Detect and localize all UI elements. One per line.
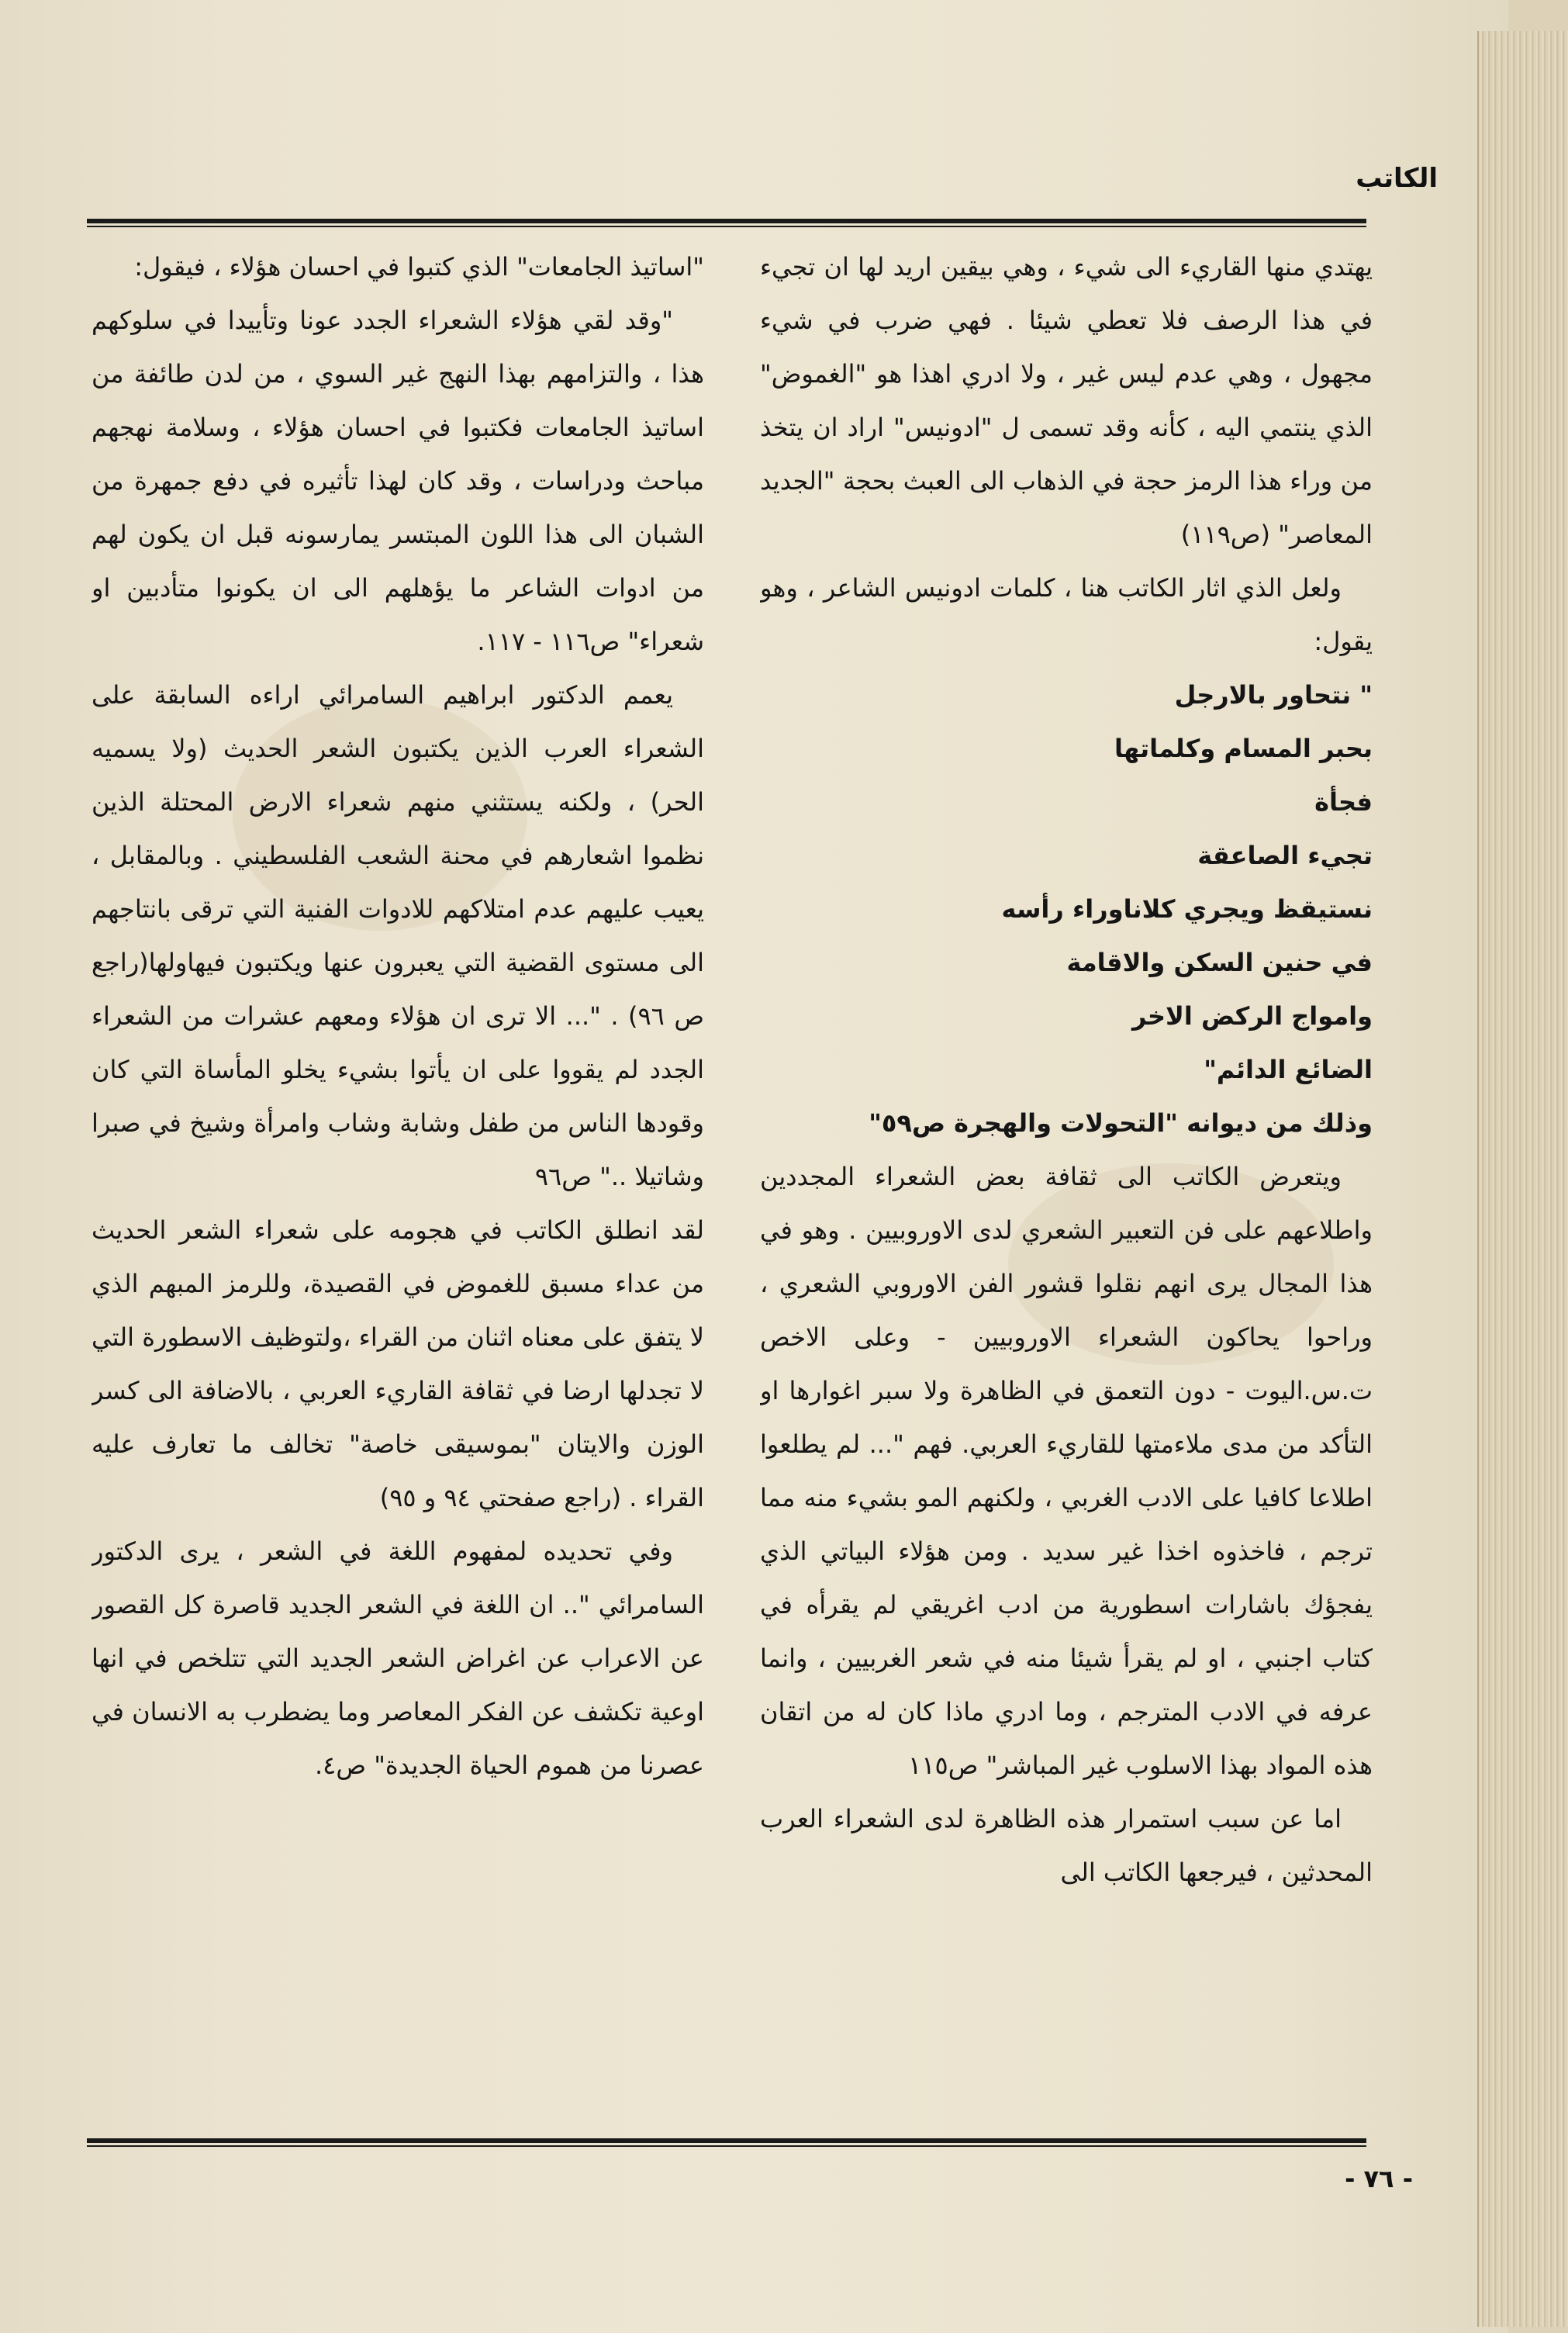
right-column	[760, 240, 1373, 2133]
paragraph: اما عن سبب استمرار هذه الظاهرة لدى الشعراء العرب المحدثين ، فيرجعها الكاتب الى	[760, 1804, 1373, 1887]
poem-line: في حنين السكن والاقامة	[1066, 948, 1373, 977]
running-header: الكاتب	[1356, 163, 1438, 194]
paragraph: ويتعرض الكاتب الى ثقافة بعض الشعراء المجددين واطلاعهم على فن التعبير الشعري لدى الاوروبيين . وهو في هذا المجال يرى انهم نقلوا قشور الفن الاوروبي الشعري ، وراحوا يحاكون الشعراء الاوروبيين - وعلى الاخص ت.س.اليوت - دون التعمق في الظاهرة ولا سبر اغوارها او التأكد من مدى ملاءمتها للقاريء العربي. فهم "... لم يطلعوا اطلاعا كافيا على الادب الغربي ، ولكنهم المو بشيء منه مما ترجم ، فاخذوه اخذا غير سديد . ومن هؤلاء البياتي الذي يفجؤك باشارات اسطورية من ادب اغريقي لم يقرأه في كتاب اجنبي ، او لم يقرأ شيئا منه في شعر الغربيين ، وانما عرفه في الادب المترجم ، وما ادري ماذا كان له من اتقان هذه المواد بهذا الاسلوب غير المباشر" ص١١٥	[760, 1162, 1373, 1780]
page-number: - ٧٦ -	[1345, 2164, 1413, 2193]
page-edges	[1477, 31, 1568, 2327]
paragraph: ولعل الذي اثار الكاتب هنا ، كلمات ادونيس الشاعر ، وهو يقول:	[760, 573, 1373, 656]
bottom-rule-thin	[87, 2145, 1366, 2147]
paragraph: يعمم الدكتور ابراهيم السامرائي اراءه السابقة على الشعراء العرب الذين يكتبون الشعر الحديث (ولا يسميه الحر) ، ولكنه يستثني منهم شعراء الارض المحتلة الذين نظموا اشعارهم في محنة الشعب الفلسطيني . وبالمقابل ، يعيب عليهم عدم امتلاكهم للادوات الفنية التي ترقى بانتاجهم الى مستوى القضية التي يعبرون عنها ويكتبون فيهاولها(راجع ص ٩٦) . "... الا ترى ان هؤلاء ومعهم عشرات من الشعراء الجدد لم يقووا على ان يأتوا بشيء يخلو المأساة التي كان وقودها الناس من طفل وشابة وشاب وامرأة وشيخ في صبرا وشاتيلا .." ص٩٦	[92, 680, 704, 1191]
poem-line: وامواج الركض الاخر	[1132, 1001, 1373, 1031]
paragraph: وفي تحديده لمفهوم اللغة في الشعر ، يرى الدكتور السامرائي ".. ان اللغة في الشعر الجديد قاصرة كل القصور عن الاعراب عن اغراض الشعر الجديد التي تتلخص في انها اوعية تكشف عن الفكر المعاصر وما يضطرب به الانسان في عصرنا من هموم الحياة الجديدة" ص٤.	[92, 1536, 704, 1780]
poem-source: وذلك من ديوانه "التحولات والهجرة ص٥٩"	[869, 1108, 1373, 1138]
poem-line: تجيء الصاعقة	[1197, 841, 1373, 870]
top-rule	[87, 219, 1366, 223]
left-column	[92, 240, 704, 2133]
top-rule-thin	[87, 226, 1366, 227]
poem-line: فجأة	[1314, 787, 1373, 817]
paragraph: "اساتيذ الجامعات" الذي كتبوا في احسان هؤلاء ، فيقول:	[134, 252, 704, 282]
bottom-rule	[87, 2138, 1366, 2143]
poem-line: بحبر المسام وكلماتها	[1114, 734, 1373, 763]
poem-line: " نتحاور بالارجل	[1174, 680, 1373, 710]
poem-line: الضائع الدائم"	[1204, 1055, 1373, 1084]
paragraph: لقد انطلق الكاتب في هجومه على شعراء الشعر الحديث من عداء مسبق للغموض في القصيدة، وللرمز المبهم الذي لا يتفق على معناه اثنان من القراء ،ولتوظيف الاسطورة التي لا تجدلها ارضا في ثقافة القاريء العربي ، بالاضافة الى كسر الوزن والايتان "بموسيقى خاصة" تخالف ما تعارف عليه القراء . (راجع صفحتي ٩٤ و ٩٥)	[92, 1215, 704, 1512]
paragraph: يهتدي منها القاريء الى شيء ، وهي بيقين اريد لها ان تجيء في هذا الرصف فلا تعطي شيئا . فهي ضرب في شيء مجهول ، وهي عدم ليس غير ، ولا ادري اهذا هو "الغموض" الذي ينتمي اليه ، كأنه وقد تسمى ل "ادونيس" اراد ان يتخذ من وراء هذا الرمز حجة في الذهاب الى العبث بحجة "الجديد المعاصر" (ص١١٩)	[760, 252, 1373, 549]
paragraph: "وقد لقي هؤلاء الشعراء الجدد عونا وتأييدا في سلوكهم هذا ، والتزامهم بهذا النهج غير السوي ، من لدن طائفة من اساتيذ الجامعات فكتبوا في احسان هؤلاء ، وسلامة نهجهم مباحث ودراسات ، وقد كان لهذا تأثيره في دفع جمهرة من الشبان الى هذا اللون المبتسر يمارسونه قبل ان يكون لهم من ادوات الشاعر ما يؤهلهم الى ان يكونوا متأدبين او شعراء" ص١١٦ - ١١٧.	[92, 306, 704, 656]
poem-line: نستيقظ ويجري كلاناوراء رأسه	[1001, 894, 1373, 924]
